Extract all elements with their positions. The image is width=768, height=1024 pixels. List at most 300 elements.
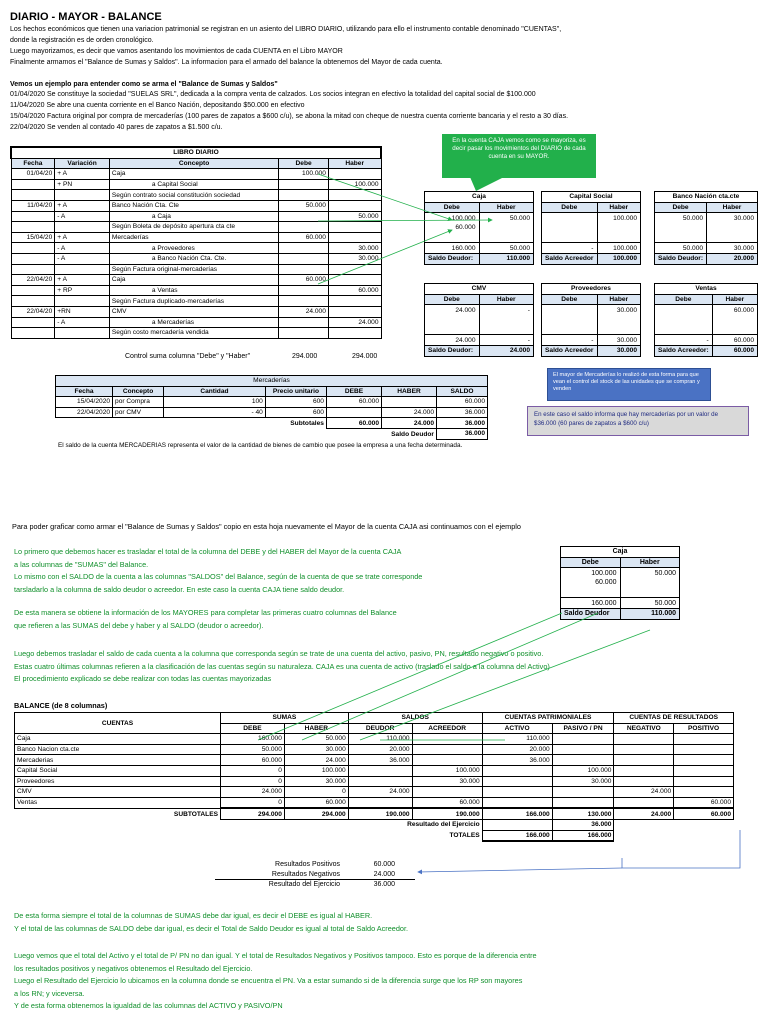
balance-row <box>15 776 734 787</box>
balance-cell <box>614 765 674 776</box>
diario-cell: a Proveedores <box>109 243 278 254</box>
ledger-haber <box>597 315 641 325</box>
ledger-haber: 100.000 <box>597 213 641 223</box>
balance-cell: 60.000 <box>674 797 734 808</box>
ledger-saldo-row <box>542 346 641 357</box>
ledger-saldo-label: Saldo Acreedor <box>542 254 598 265</box>
diario-row <box>11 190 381 201</box>
diario-cell: + A <box>55 275 110 286</box>
diario-row <box>11 200 381 211</box>
green-block-2 <box>14 607 397 632</box>
diario-cell <box>279 317 329 328</box>
diario-cell <box>11 317 55 328</box>
diario-cell <box>279 222 329 233</box>
ledger-total-debe: - <box>655 335 713 346</box>
diario-cell: 24.000 <box>328 317 381 328</box>
balance-subtotal: 166.000 <box>482 808 552 819</box>
balance-cell <box>552 787 614 798</box>
balance-cell: 24.000 <box>284 755 348 766</box>
balance-cell: 36.000 <box>348 755 412 766</box>
balance-cell: 30.000 <box>412 776 482 787</box>
ledger-debe: 50.000 <box>655 213 707 223</box>
diario-cell: 22/04/20 <box>11 275 55 286</box>
diario-cell <box>279 328 329 339</box>
ledger-col-debe: Debe <box>655 202 707 213</box>
example-line: 15/04/2020 Factura original por compra de mercaderías (100 pares de zapatos a $600 c/u), se abona la mitad con cheque de nuestra cuenta corriente bancaria y el resto a 30 días. <box>10 113 569 120</box>
diario-row <box>11 243 381 254</box>
diario-cell: CMV <box>109 306 278 317</box>
ledger-total-haber: 50.000 <box>620 598 680 609</box>
ledger-debe <box>655 315 713 325</box>
ledger-total-haber: 60.000 <box>712 335 757 346</box>
ledger-col-debe: Debe <box>655 294 713 305</box>
ledger-row <box>655 315 758 325</box>
balance-cell: 50.000 <box>284 734 348 745</box>
diario-control-debe: 294.000 <box>292 353 318 360</box>
page-title: DIARIO - MAYOR - BALANCE <box>10 11 162 23</box>
merc-subtotal-debe: 60.000 <box>326 418 381 429</box>
ledger-row <box>542 305 641 315</box>
diario-row <box>11 306 381 317</box>
ledger-haber <box>712 315 757 325</box>
balance-cell: Banco Nacion cta.cte <box>15 744 221 755</box>
ledger-total-debe: 50.000 <box>655 243 707 254</box>
ledger-row <box>542 315 641 325</box>
ledger-debe: 24.000 <box>425 305 480 315</box>
ledger-row <box>425 315 534 325</box>
balance-cell: 24.000 <box>614 787 674 798</box>
ledger-col-haber: Haber <box>620 557 680 568</box>
diario-row <box>11 253 381 264</box>
balance-cell: 30.000 <box>284 776 348 787</box>
balance-cell <box>614 797 674 808</box>
ledger-row <box>542 213 641 223</box>
merc-cell: 24.000 <box>382 407 437 418</box>
ledger-title: Caja <box>425 192 534 203</box>
merc-cell: 600 <box>265 397 326 408</box>
diario-cell: a Capital Social <box>109 179 278 190</box>
diario-cell <box>328 200 381 211</box>
diario-cell <box>279 243 329 254</box>
ledger-total-haber: 30.000 <box>597 335 641 346</box>
diario-cell: Según Factura duplicado-mercaderías <box>109 296 278 307</box>
example-heading: Vemos un ejemplo para entender como se arma el "Balance de Sumas y Saldos" <box>10 81 278 88</box>
diario-cell <box>11 264 55 275</box>
balance-cell: 110.000 <box>482 734 552 745</box>
green-block-4 <box>14 910 408 935</box>
balance-cell <box>674 744 734 755</box>
ledger-saldo-row <box>561 609 680 620</box>
diario-cell <box>11 253 55 264</box>
callout-mercaderias-blue: El mayor de Mercaderías lo realizó de esta forma para que vean el control del stock de las unidades que se compran y venden <box>547 368 711 401</box>
ledger-saldo-value: 110.000 <box>479 254 534 265</box>
diario-cell <box>328 275 381 286</box>
resultados-summary <box>215 860 415 890</box>
balance-cell <box>614 755 674 766</box>
diario-cell <box>328 222 381 233</box>
green-line: Luego el Resultado del Ejercicio lo ubicamos en la columna donde se encuentra el PN. Va a estar sumando si de la diferencia surge que los RP son mayores <box>14 976 523 986</box>
ledger-saldo-value: 60.000 <box>712 346 757 357</box>
libro-diario-table <box>10 146 382 339</box>
balance-cell: 60.000 <box>284 797 348 808</box>
diario-cell <box>11 179 55 190</box>
resultado-row <box>215 860 415 870</box>
mayor-ventas-table <box>654 283 758 357</box>
diario-cell: - A <box>55 253 110 264</box>
merc-col-fecha: Fecha <box>56 386 113 397</box>
ledger-saldo-label: Saldo Acreedor <box>542 346 598 357</box>
balance-cell <box>552 744 614 755</box>
balance-row <box>15 755 734 766</box>
diario-cell <box>279 179 329 190</box>
diario-cell <box>279 211 329 222</box>
merc-col-concepto: Concepto <box>113 386 164 397</box>
ledger-haber <box>479 315 534 325</box>
balance-cell: 60.000 <box>412 797 482 808</box>
balance-cell <box>552 734 614 745</box>
ledger-col-debe: Debe <box>542 202 598 213</box>
diario-row <box>11 317 381 328</box>
ledger-row <box>425 213 534 223</box>
diario-cell: + RP <box>55 285 110 296</box>
balance-cell: 36.000 <box>482 755 552 766</box>
ledger-title: Ventas <box>655 284 758 295</box>
diario-row <box>11 222 381 233</box>
ledger-title: Capital Social <box>542 192 641 203</box>
diario-control-label: Control suma columna "Debe" y "Haber" <box>125 353 251 360</box>
intro-line: Finalmente armamos el "Balance de Sumas y Saldos". La informacion para el armado del balance la obtenemos del Mayor de cada cuenta. <box>10 59 443 66</box>
resultado-row <box>215 870 415 880</box>
diario-cell: 60.000 <box>279 275 329 286</box>
diario-cell <box>279 190 329 201</box>
diario-col-debe: Debe <box>279 158 329 169</box>
balance-cell: 0 <box>221 776 285 787</box>
merc-subtotal-haber: 24.000 <box>382 418 437 429</box>
merc-saldo-value: 36.000 <box>437 428 488 439</box>
ledger-haber: 60.000 <box>712 305 757 315</box>
diario-row <box>11 232 381 243</box>
ledger-debe <box>542 305 598 315</box>
ledger-saldo-value: 20.000 <box>707 254 758 265</box>
ledger-saldo-value: 24.000 <box>479 346 534 357</box>
balance-cell <box>674 787 734 798</box>
diario-cell: 30.000 <box>328 253 381 264</box>
diario-cell <box>11 243 55 254</box>
balance-row <box>15 765 734 776</box>
ledger-saldo-label: Saldo Deudor <box>561 609 621 620</box>
green-line: los resultados positivos y negativos obtenemos el Resultado del Ejercicio. <box>14 963 253 973</box>
intro-line: Luego mayorizamos, es decir que vamos asentando los movimientos de cada CUENTA en el Libro MAYOR <box>10 48 343 55</box>
diario-cell: - A <box>55 243 110 254</box>
ledger-haber <box>620 578 680 588</box>
balance-cell <box>614 744 674 755</box>
diario-cell: + A <box>55 200 110 211</box>
balance-cell: 100.000 <box>552 765 614 776</box>
ledger-col-haber: Haber <box>479 202 534 213</box>
diario-cell <box>279 253 329 264</box>
resultado-ejercicio-value: 36.000 <box>552 819 614 830</box>
green-line: Lo mismo con el SALDO de la cuenta a las columnas "SALDOS" del Balance, según de la cuenta de que se trate corresponde <box>14 572 423 582</box>
balance-sub-activo: ACTIVO <box>482 723 552 734</box>
balance-cell: 0 <box>221 765 285 776</box>
diario-row <box>11 275 381 286</box>
ledger-total-debe: 160.000 <box>561 598 621 609</box>
diario-cell: - A <box>55 317 110 328</box>
balance-cell <box>674 755 734 766</box>
diario-cell <box>279 264 329 275</box>
diario-cell: 100.000 <box>279 169 329 180</box>
merc-cell: por Compra <box>113 397 164 408</box>
balance-cell <box>614 776 674 787</box>
merc-col-haber: HABER <box>382 386 437 397</box>
merc-col-saldo: SALDO <box>437 386 488 397</box>
diario-cell: Caja <box>109 275 278 286</box>
balance-cell <box>552 755 614 766</box>
diario-cell: + PN <box>55 179 110 190</box>
diario-cell <box>11 328 55 339</box>
balance-cell: Mercaderias <box>15 755 221 766</box>
diario-cell: Según costo mercadería vendida <box>109 328 278 339</box>
diario-cell <box>279 285 329 296</box>
ledger-title: Proveedores <box>542 284 641 295</box>
intro2: Para poder graficar como armar el "Balance de Sumas y Saldos" copio en esta hoja nuevamente el Mayor de la cuenta CAJA asi continuamos con el ejemplo <box>12 522 521 531</box>
ledger-saldo-label: Saldo Deudor: <box>425 346 480 357</box>
balance-col-cuentas: CUENTAS <box>15 713 221 734</box>
merc-row <box>56 407 488 418</box>
ledger-col-haber: Haber <box>597 294 641 305</box>
balance-cell: Capital Social <box>15 765 221 776</box>
merc-cell: 15/04/2020 <box>56 397 113 408</box>
intro-line: donde la registración es de orden cronológico. <box>10 37 154 44</box>
balance-cell <box>412 755 482 766</box>
ledger-col-haber: Haber <box>707 202 758 213</box>
diario-col-fecha: Fecha <box>11 158 55 169</box>
resultado-label: Resultado del Ejercicio <box>268 881 340 888</box>
diario-cell: 30.000 <box>328 243 381 254</box>
diario-cell: 15/04/20 <box>11 232 55 243</box>
diario-cell <box>11 211 55 222</box>
callout-mercaderias-gray: En este caso el saldo informa que hay mercaderías por un valor de $36.000 (60 pares de zapatos a $600 c/u) <box>527 406 749 436</box>
ledger-debe <box>542 213 598 223</box>
ledger-saldo-label: Saldo Deudor: <box>655 254 707 265</box>
green-line: De esta manera se obtiene la información de los MAYORES para completar las primeras cuatro columnas del Balance <box>14 608 397 617</box>
ledger-total-haber: - <box>479 335 534 346</box>
balance-sub-positivo: POSITIVO <box>674 723 734 734</box>
green-line: que refieren a las SUMAS del debe y haber y al SALDO (deudor o acreedor). <box>14 620 264 630</box>
ledger-total-haber: 50.000 <box>479 243 534 254</box>
balance-cell <box>674 765 734 776</box>
ledger-total-haber: 30.000 <box>707 243 758 254</box>
ledger-haber <box>707 223 758 233</box>
diario-col-haber: Haber <box>328 158 381 169</box>
balance-cell <box>552 797 614 808</box>
ledger-saldo-row <box>655 254 758 265</box>
balance-cell: 0 <box>284 787 348 798</box>
diario-cell: a Mercaderías <box>109 317 278 328</box>
balance-table <box>14 712 734 842</box>
ledger-saldo-row <box>425 346 534 357</box>
merc-cell <box>382 397 437 408</box>
balance-group-patrimoniales: CUENTAS PATRIMONIALES <box>482 713 614 724</box>
ledger-col-debe: Debe <box>425 294 480 305</box>
ledger-saldo-value: 110.000 <box>620 609 680 620</box>
merc-cell: por CMV <box>113 407 164 418</box>
diario-cell: 100.000 <box>328 179 381 190</box>
ledger-debe: 60.000 <box>561 578 621 588</box>
balance-cell: 24.000 <box>348 787 412 798</box>
ledger-col-debe: Debe <box>425 202 480 213</box>
balance-subtotal: 24.000 <box>614 808 674 819</box>
diario-cell: - A <box>55 211 110 222</box>
resultado-value: 36.000 <box>373 881 395 888</box>
balance-cell: 60.000 <box>221 755 285 766</box>
diario-cell <box>328 169 381 180</box>
balance-subtotal: 130.000 <box>552 808 614 819</box>
balance-row <box>15 797 734 808</box>
diario-cell: Mercaderías <box>109 232 278 243</box>
ledger-title: Banco Nación cta.cte <box>655 192 758 203</box>
balance-cell <box>412 787 482 798</box>
ledger-row <box>561 568 680 578</box>
diario-cell <box>55 264 110 275</box>
ledger-saldo-value: 100.000 <box>597 254 641 265</box>
diario-cell <box>328 296 381 307</box>
balance-cell: CMV <box>15 787 221 798</box>
diario-cell: +RN <box>55 306 110 317</box>
diario-row <box>11 328 381 339</box>
diario-row <box>11 211 381 222</box>
diario-cell <box>328 190 381 201</box>
ledger-debe <box>655 223 707 233</box>
ledger-total-debe: - <box>542 335 598 346</box>
diario-cell <box>55 328 110 339</box>
ledger-saldo-label: Saldo Acreedor: <box>655 346 713 357</box>
totales-label: TOTALES <box>449 832 480 840</box>
diario-cell: 60.000 <box>328 285 381 296</box>
ledger-saldo-value: 30.000 <box>597 346 641 357</box>
balance-group-resultados: CUENTAS DE RESULTADOS <box>614 713 734 724</box>
balance-cell: 50.000 <box>221 744 285 755</box>
mayor-banco-naci-n-cta-cte-table <box>654 191 758 265</box>
ledger-col-debe: Debe <box>542 294 598 305</box>
resultado-label: Resultados Positivos <box>275 861 340 868</box>
merc-saldo-label: Saldo Deudor <box>391 430 435 438</box>
balance-cell: 20.000 <box>482 744 552 755</box>
balance-sub-debe: DEBE <box>221 723 285 734</box>
merc-col-cantidad: Cantidad <box>163 386 265 397</box>
ledger-saldo-row <box>425 254 534 265</box>
ledger-col-haber: Haber <box>597 202 641 213</box>
balance-cell: 24.000 <box>221 787 285 798</box>
diario-row <box>11 179 381 190</box>
balance-cell: 110.000 <box>348 734 412 745</box>
merc-subtotal-saldo: 36.000 <box>437 418 488 429</box>
diario-cell <box>11 222 55 233</box>
ledger-row <box>425 223 534 233</box>
green-line: Y de esta forma obtenemos la igualdad de las columnas del ACTIVO y PASIVO/PN <box>14 1001 283 1011</box>
example-line: 22/04/2020 Se venden al contado 40 pares de zapatos a $1.500 c/u. <box>10 124 223 131</box>
balance-subtotal: 60.000 <box>674 808 734 819</box>
ledger-row <box>655 305 758 315</box>
diario-cell: a Caja <box>109 211 278 222</box>
diario-cell: Según Factura original-mercaderías <box>109 264 278 275</box>
ledger-title: Caja <box>561 547 680 558</box>
merc-cell: 36.000 <box>437 407 488 418</box>
ledger-total-row <box>561 598 680 609</box>
balance-cell <box>674 776 734 787</box>
mayor-caja-table <box>424 191 534 265</box>
resultado-label: Resultados Negativos <box>271 870 340 878</box>
diario-cell: a Banco Nación Cta. Cte. <box>109 253 278 264</box>
green-line: a las columnas de "SUMAS" del Balance. <box>14 559 149 569</box>
green-block-5 <box>14 950 537 1013</box>
example-line: 01/04/2020 Se constituye la sociedad "SUELAS SRL", dedicada a la compra venta de calzados. Los socios integran en efectivo la totalidad del capital social de $100.000 <box>10 91 536 98</box>
diario-cell: 11/04/20 <box>11 200 55 211</box>
ledger-total-debe: 24.000 <box>425 335 480 346</box>
example-line: 11/04/2020 Se abre una cuenta corriente en el Banco Nación, depositando $50.000 en efectivo <box>10 102 305 109</box>
ledger-total-row <box>425 243 534 254</box>
resultado-row <box>215 879 415 890</box>
green-line: Luego vemos que el total del Activo y el total de P/ PN no dan igual. Y el total de Resultados Negativos y Positivos tampoco. Esto es porque de la diferencia entre <box>14 951 537 960</box>
balance-cell: Ventas <box>15 797 221 808</box>
ledger-total-row <box>655 243 758 254</box>
balance-row <box>15 787 734 798</box>
diario-col-variacion: Variación <box>55 158 110 169</box>
ledger-haber <box>597 223 641 233</box>
balance-cell: 30.000 <box>552 776 614 787</box>
diario-cell <box>11 285 55 296</box>
callout-caja: En la cuenta CAJA vemos como se mayoriza, es decir pasar los movimientos del DIARIO de cada cuenta en su MAYOR. <box>442 134 596 178</box>
merc-col-precio: Precio unitario <box>265 386 326 397</box>
diario-cell <box>279 296 329 307</box>
balance-subtotal: 190.000 <box>348 808 412 819</box>
diario-cell <box>55 190 110 201</box>
balance-sub-haber: HABER <box>284 723 348 734</box>
green-block-1 <box>14 546 422 596</box>
balance-cell: Caja <box>15 734 221 745</box>
mayor-cmv-table <box>424 283 534 357</box>
diario-row <box>11 264 381 275</box>
green-line: Estas cuatro últimas columnas refieren a la clasificación de las cuentas según su naturaleza. CAJA es una cuenta de activo (traslado el saldo a la columna del Activo) <box>14 661 550 671</box>
balance-cell <box>482 797 552 808</box>
mayor-capital-social-table <box>541 191 641 265</box>
diario-cell <box>328 306 381 317</box>
merc-cell: 60.000 <box>326 397 381 408</box>
balance-cell <box>482 787 552 798</box>
ledger-total-haber: 100.000 <box>597 243 641 254</box>
ledger-total-row <box>542 335 641 346</box>
ledger-debe: 100.000 <box>561 568 621 578</box>
diario-cell: Según Boleta de depósito apertura cta cte <box>109 222 278 233</box>
ledger-haber: 30.000 <box>707 213 758 223</box>
diario-title: LIBRO DIARIO <box>11 147 381 158</box>
balance-row <box>15 734 734 745</box>
diario-cell: 50.000 <box>279 200 329 211</box>
ledger-haber: 30.000 <box>597 305 641 315</box>
merc-subtotal-label: Subtotales <box>290 419 324 427</box>
balance-group-sumas: SUMAS <box>221 713 349 724</box>
mercaderias-title: Mercaderías <box>56 376 488 387</box>
balance-cell <box>482 776 552 787</box>
resultado-value: 60.000 <box>373 861 395 868</box>
green-line: El procedimiento explicado se debe realizar con todas las cuentas mayorizadas <box>14 674 272 684</box>
diario-cell: 01/04/20 <box>11 169 55 180</box>
green-line: tarsladarlo a la columna de saldo deudor o acreedor. En este caso la cuenta CAJA tiene saldo deudor. <box>14 584 345 594</box>
ledger-col-debe: Debe <box>561 557 621 568</box>
balance-cell <box>348 797 412 808</box>
balance-subtotal: 190.000 <box>412 808 482 819</box>
balance-sub-negativo: NEGATIVO <box>614 723 674 734</box>
